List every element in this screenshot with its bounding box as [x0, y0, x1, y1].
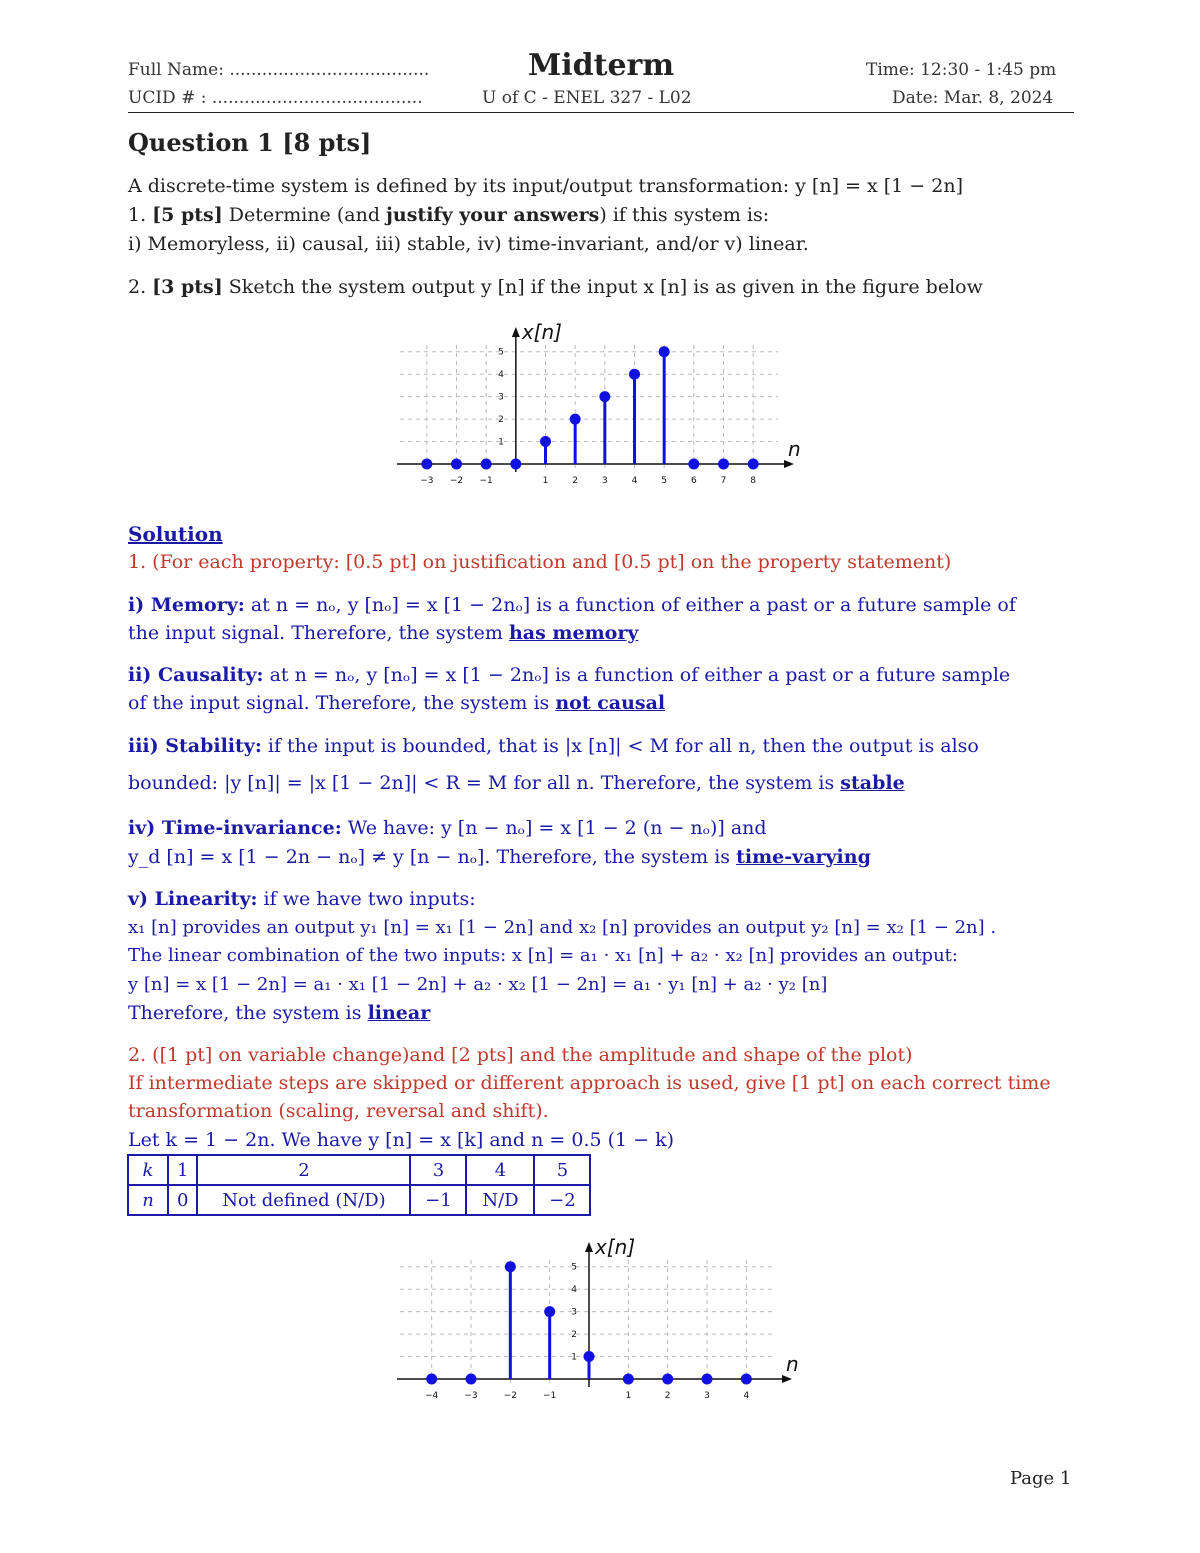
y-tick-label: 1 [571, 1352, 577, 1363]
full-name-field: Full Name: ..................................... [128, 60, 430, 80]
table-cell: Not defined (N/D) [197, 1185, 410, 1215]
x-tick-label: 3 [704, 1391, 710, 1401]
table-row [128, 1155, 590, 1185]
table-cell: 3 [410, 1155, 466, 1185]
memory-line-2: the input signal. Therefore, the system has memory [128, 622, 639, 644]
y-tick-label: 1 [498, 437, 504, 448]
x-tick-label: −1 [479, 476, 493, 486]
stem-marker [426, 1374, 437, 1385]
y-axis-arrow [512, 327, 520, 337]
stem-marker [629, 369, 640, 380]
memory-line-1: i) Memory: at n = nₒ, y [nₒ] = x [1 − 2nₒ] is a function of either a past or a future sample of [128, 594, 1016, 616]
grading-note-2a: 2. ([1 pt] on variable change)and [2 pts] and the amplitude and shape of the plot) [128, 1044, 913, 1066]
x-tick-label: 3 [601, 476, 608, 486]
grading-note-1: 1. (For each property: [0.5 pt] on justification and [0.5 pt] on the property statement) [128, 551, 952, 573]
stem-marker [544, 1306, 555, 1317]
x-tick-label: −3 [464, 1391, 478, 1401]
time-invariance-line-2: y_d [n] = x [1 − 2n − nₒ] ≠ y [n − nₒ]. Therefore, the system is time-varying [128, 846, 871, 868]
y-tick-label: 5 [571, 1262, 577, 1273]
x-axis-label: n [788, 437, 801, 461]
stem-marker [718, 459, 729, 470]
stability-line-2: bounded: |y [n]| = |x [1 − 2n]| < R = M for all n. Therefore, the system is stable [128, 772, 905, 794]
causality-line-1: ii) Causality: at n = nₒ, y [nₒ] = x [1 − 2nₒ] is a function of either a past or a future sample [128, 664, 1011, 686]
stem-marker [570, 414, 581, 425]
linearity-line-5: Therefore, the system is linear [128, 1002, 431, 1024]
stem-marker [599, 391, 610, 402]
table-cell: −2 [534, 1185, 590, 1215]
question-part-2: 2. [3 pts] Sketch the system output y [n] if the input x [n] is as given in the figure below [128, 276, 983, 298]
stem-marker [662, 1374, 673, 1385]
stem-marker [659, 346, 670, 357]
stem-marker [741, 1374, 752, 1385]
x-tick-label: 4 [743, 1391, 750, 1401]
linearity-line-3: The linear combination of the two inputs: x [n] = a₁ · x₁ [n] + a₂ · x₂ [n] provides an output: [128, 945, 958, 966]
x-tick-label: 7 [720, 476, 727, 486]
stem-marker [688, 459, 699, 470]
y-tick-label: 5 [498, 347, 504, 358]
question-part-1-list: i) Memoryless, ii) causal, iii) stable, iv) time-invariant, and/or v) linear. [128, 233, 809, 255]
linearity-line-1: v) Linearity: if we have two inputs: [128, 888, 476, 910]
variable-change-line: Let k = 1 − 2n. We have y [n] = x [k] and n = 0.5 (1 − k) [128, 1129, 675, 1151]
y-axis-arrow [585, 1242, 593, 1252]
stem-marker [451, 459, 462, 470]
question-part-1: 1. [5 pts] Determine (and justify your answers) if this system is: [128, 204, 770, 226]
page-number: Page 1 [1010, 1468, 1072, 1489]
y-tick-label: 2 [571, 1330, 577, 1341]
x-tick-label: −3 [420, 476, 434, 486]
solution-heading: Solution [128, 522, 223, 546]
x-tick-label: 4 [631, 476, 638, 486]
k-n-table [127, 1154, 591, 1216]
causality-line-2: of the input signal. Therefore, the system is not causal [128, 692, 666, 714]
output-signal-plot [400, 1235, 799, 1410]
y-tick-label: 3 [571, 1307, 577, 1318]
exam-date: Date: Mar. 8, 2024 [892, 88, 1054, 108]
x-tick-label: 2 [664, 1391, 671, 1401]
table-cell: k [128, 1155, 168, 1185]
x-tick-label: 2 [572, 476, 579, 486]
x-axis-arrow [782, 1375, 792, 1383]
question-intro: A discrete-time system is defined by its input/output transformation: y [n] = x [1 − 2n] [128, 175, 963, 197]
stem-marker [748, 459, 759, 470]
y-tick-label: 4 [571, 1285, 577, 1296]
grading-note-2c: transformation (scaling, reversal and shift). [128, 1100, 549, 1122]
y-tick-label: 4 [498, 370, 504, 381]
linearity-line-4: y [n] = x [1 − 2n] = a₁ · x₁ [1 − 2n] + a₂ · x₂ [1 − 2n] = a₁ · y₁ [n] + a₂ · y₂ [n] [128, 974, 828, 995]
x-tick-label: 1 [542, 476, 549, 486]
x-axis-arrow [784, 460, 794, 468]
table-cell: 4 [466, 1155, 534, 1185]
x-tick-label: −2 [503, 1391, 517, 1401]
table-cell: N/D [466, 1185, 534, 1215]
x-tick-label: −1 [543, 1391, 557, 1401]
linearity-line-2: x₁ [n] provides an output y₁ [n] = x₁ [1 − 2n] and x₂ [n] provides an output y₂ [n] = x₂ [1 − 2n] . [128, 917, 997, 938]
x-axis-label: n [786, 1352, 799, 1376]
x-tick-label: 6 [690, 476, 697, 486]
grading-note-2b: If intermediate steps are skipped or different approach is used, give [1 pt] on each correct time [128, 1072, 1051, 1094]
table-cell: 5 [534, 1155, 590, 1185]
x-tick-label: −4 [425, 1391, 439, 1401]
stem-marker [584, 1351, 595, 1362]
ucid-field: UCID # : ....................................... [128, 88, 423, 108]
question-title: Question 1 [8 pts] [128, 128, 372, 157]
table-cell: 1 [168, 1155, 197, 1185]
y-tick-label: 3 [498, 392, 504, 403]
stem-marker [540, 436, 551, 447]
stem-marker [421, 459, 432, 470]
stem-marker [466, 1374, 477, 1385]
y-axis-label: x[n] [521, 320, 562, 344]
stem-marker [505, 1261, 516, 1272]
page-title: Midterm [528, 48, 675, 83]
exam-time: Time: 12:30 - 1:45 pm [866, 60, 1057, 80]
time-invariance-line-1: iv) Time-invariance: We have: y [n − nₒ] = x [1 − 2 (n − nₒ)] and [128, 817, 767, 839]
x-tick-label: 1 [625, 1391, 632, 1401]
stability-line-1: iii) Stability: if the input is bounded, that is |x [n]| < M for all n, then the output is also [128, 735, 979, 757]
stem-marker [702, 1374, 713, 1385]
y-axis-label: x[n] [595, 1235, 636, 1259]
stem-marker [623, 1374, 634, 1385]
table-cell: 2 [197, 1155, 410, 1185]
table-row [128, 1185, 590, 1215]
x-tick-label: −2 [449, 476, 464, 486]
header-rule [128, 112, 1074, 113]
y-tick-label: 2 [498, 415, 504, 426]
input-signal-plot [400, 320, 801, 495]
stem-marker [510, 459, 521, 470]
table-cell: n [128, 1185, 168, 1215]
table-cell: 0 [168, 1185, 197, 1215]
table-cell: −1 [410, 1185, 466, 1215]
stem-marker [481, 459, 492, 470]
x-tick-label: 5 [661, 476, 668, 486]
x-tick-label: 8 [750, 476, 757, 486]
course-label: U of C - ENEL 327 - L02 [482, 88, 692, 108]
